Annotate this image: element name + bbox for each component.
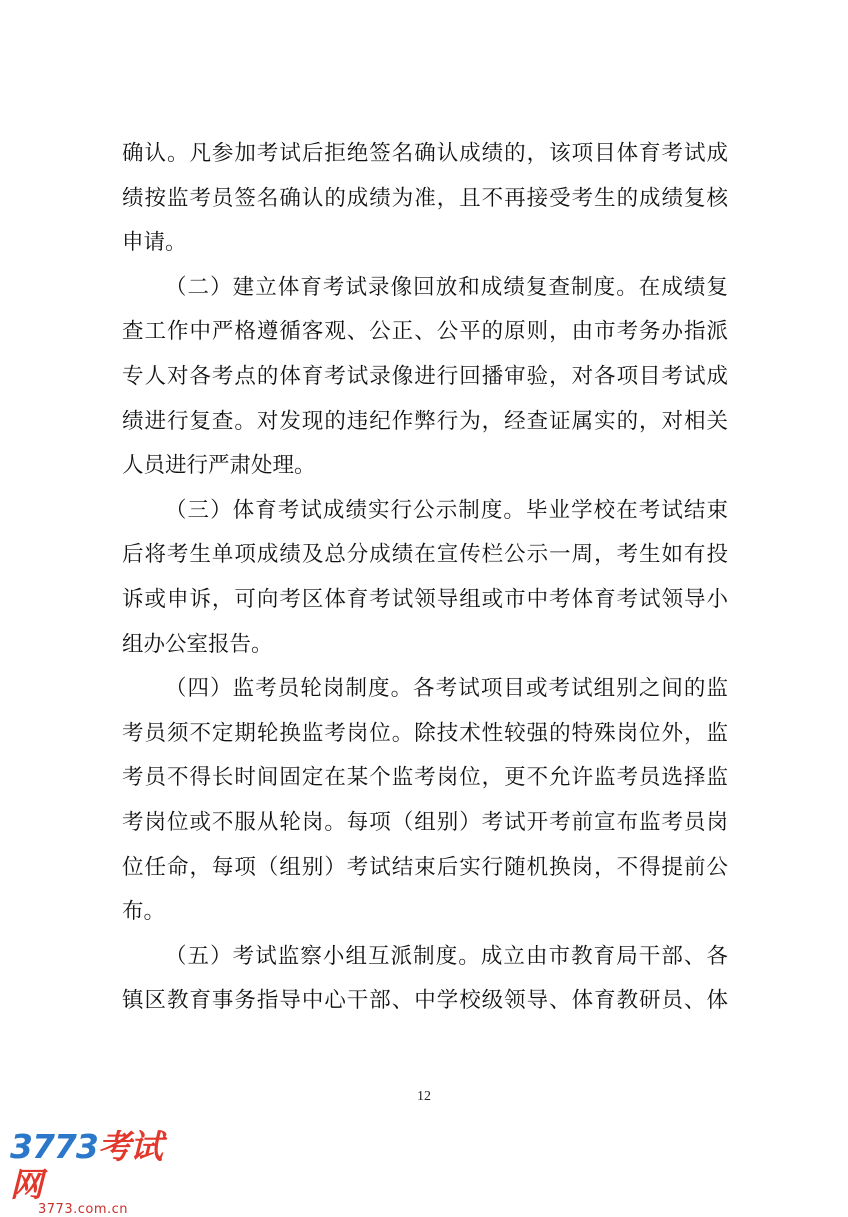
text-line: 组办公室报告。 <box>122 631 273 657</box>
text-line: 人员进行严肃处理。 <box>122 453 316 479</box>
body-text <box>122 132 728 1024</box>
text-line: 后将考生单项成绩及总分成绩在宣传栏公示一周，考生如有投 <box>122 542 728 568</box>
text-line: 确认。凡参加考试后拒绝签名确认成绩的，该项目体育考试成 <box>122 141 728 166</box>
watermark-logo <box>10 1128 190 1204</box>
paragraph-heading-line: （二）建立体育考试录像回放和成绩复查制度。在成绩复 <box>165 274 728 300</box>
text-line: 专人对各考点的体育考试录像进行回播审验，对各项目考试成 <box>122 363 728 389</box>
watermark-url: 3773.com.cn <box>38 1202 128 1217</box>
text-line: 考员不得长时间固定在某个监考岗位，更不允许监考员选择监 <box>122 765 728 791</box>
text-line: 绩进行复查。对发现的违纪作弊行为，经查证属实的，对相关 <box>122 408 728 434</box>
paragraph-heading-line: （四）监考员轮岗制度。各考试项目或考试组别之间的监 <box>165 676 728 702</box>
text-line: 布。 <box>122 899 166 925</box>
text-line: 镇区教育事务指导中心干部、中学校级领导、体育教研员、体 <box>122 988 728 1014</box>
text-line: 位任命，每项（组别）考试结束后实行随机换岗，不得提前公 <box>122 854 728 880</box>
text-line: 考岗位或不服从轮岗。每项（组别）考试开考前宣布监考员岗 <box>122 809 728 835</box>
site-watermark <box>10 1127 190 1217</box>
text-line: 绩按监考员签名确认的成绩为准，且不再接受考生的成绩复核 <box>122 185 728 211</box>
paragraph-heading-line: （三）体育考试成绩实行公示制度。毕业学校在考试结束 <box>165 497 728 523</box>
text-line: 申请。 <box>122 230 187 256</box>
text-line: 考员须不定期轮换监考岗位。除技术性较强的特殊岗位外，监 <box>122 720 728 746</box>
text-line: 查工作中严格遵循客观、公正、公平的原则，由市考务办指派 <box>122 319 728 345</box>
watermark-logo-number: 3773 <box>10 1127 98 1166</box>
watermark-logo-text: 考试网 <box>10 1127 162 1204</box>
text-line: 诉或申诉，可向考区体育考试领导组或市中考体育考试领导小 <box>122 586 728 612</box>
paragraph-heading-line: （五）考试监察小组互派制度。成立由市教育局干部、各 <box>165 943 728 969</box>
page-number: 12 <box>417 1089 431 1104</box>
